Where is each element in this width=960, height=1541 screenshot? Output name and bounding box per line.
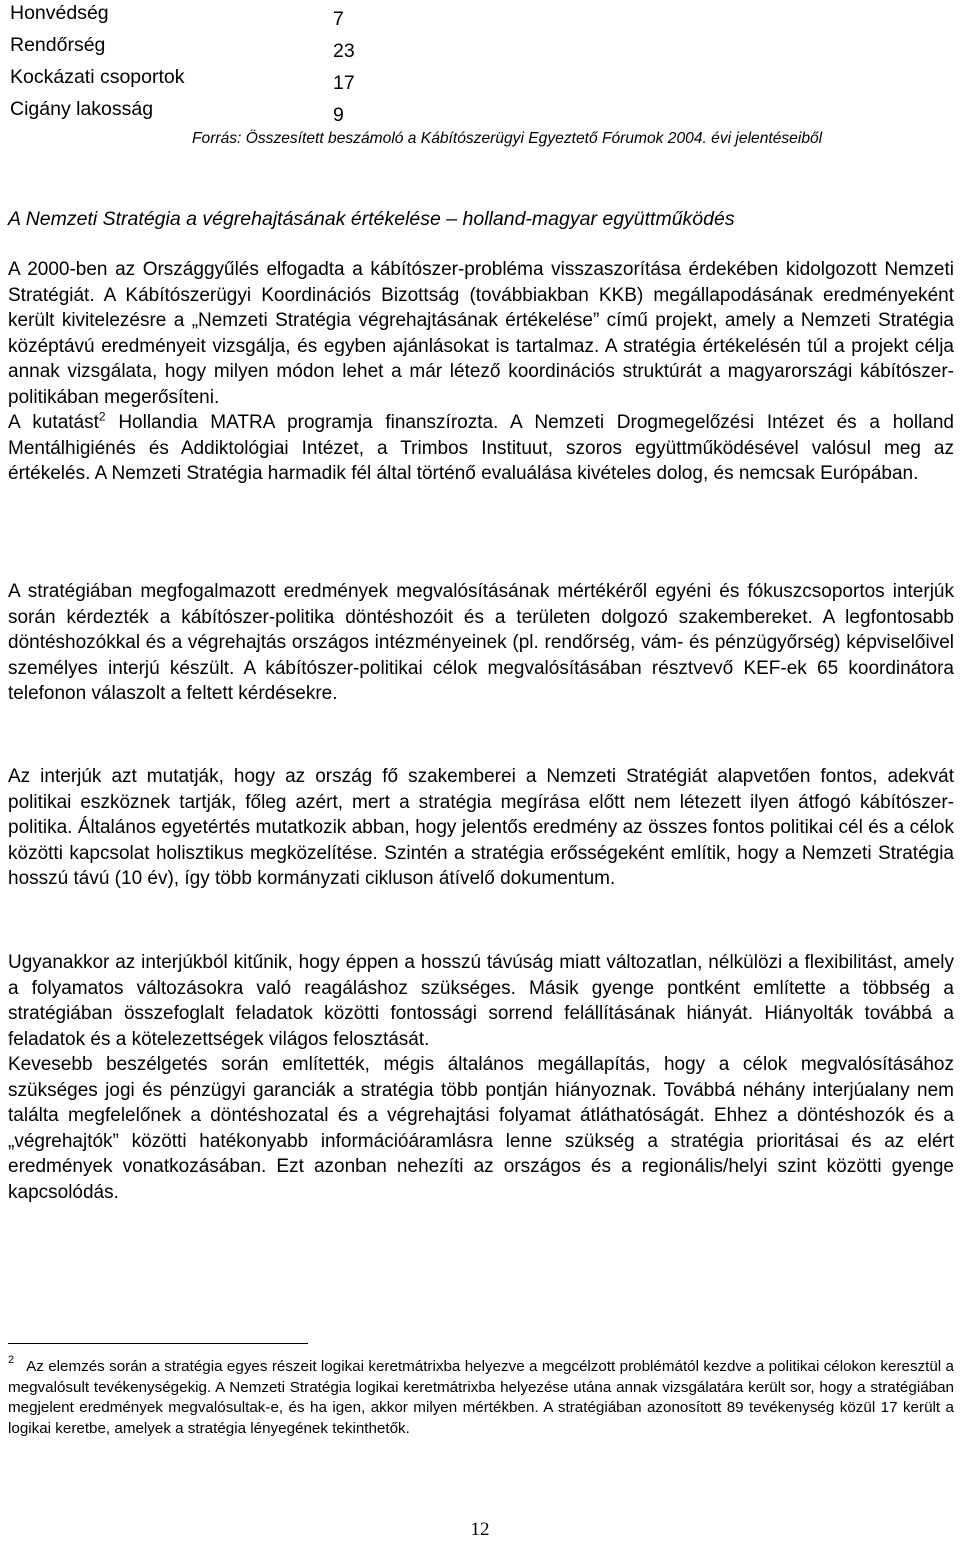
page-number: 12 bbox=[470, 1519, 490, 1540]
paragraph-block-4 bbox=[8, 950, 954, 1205]
table-row-label: Kockázati csoportok bbox=[10, 66, 185, 88]
table-row bbox=[10, 32, 410, 64]
table-source-note: Forrás: Összesített beszámoló a Kábítószerügyi Egyeztető Fórumok 2004. évi jelentéseiből bbox=[192, 130, 823, 147]
table-row-label: Rendőrség bbox=[10, 34, 106, 56]
paragraph: Az interjúk azt mutatják, hogy az ország fő szakemberei a Nemzeti Stratégiát alapvetően fontos, adekvát politikai eszköznek tartják, főleg azért, mert a stratégia megírása előtt nem létezett ilyen átfogó kábítószer-politika. Általános egyetértés mutatkozik abban, hogy jelentős eredmény az összes fontos politikai cél és a célok közötti kapcsolat holisztikus megközelítése. Szintén a stratégia erősségeként említik, hogy a Nemzeti Stratégia hosszú távú (10 év), így több kormányzati cikluson átívelő dokumentum. bbox=[8, 766, 954, 889]
paragraph bbox=[8, 410, 954, 487]
footnote-marker: 2 bbox=[8, 1354, 15, 1366]
table-row-value: 17 bbox=[333, 72, 355, 94]
paragraph-text: A kutatást bbox=[8, 412, 99, 433]
table-row-value: 23 bbox=[333, 40, 355, 62]
footnote bbox=[8, 1352, 954, 1439]
section-heading: A Nemzeti Stratégia a végrehajtásának értékelése – holland-magyar együttműködés bbox=[8, 208, 735, 230]
paragraph: A 2000-ben az Országgyűlés elfogadta a kábítószer-probléma visszaszorítása érdekében kidolgozott Nemzeti Stratégiát. A Kábítószerügyi Koordinációs Bizottság (továbbiakban KKB) megállapodásának eredményeként került kivitelezésre a „Nemzeti Stratégia végrehajtásának értékelése” című projekt, amely a Nemzeti Stratégia középtávú eredményeit vizsgálja, és egyben ajánlásokat is tartalmaz. A stratégia értékelésén túl a projekt célja annak vizsgálata, hogy milyen módon lehet a már létező koordinációs struktúrát a magyarországi kábítószer-politikában megerősíteni. bbox=[8, 259, 954, 408]
footnote-text: Az elemzés során a stratégia egyes részeit logikai keretmátrixba helyezve a megcélzott problémától kezdve a politikai célokon keresztül a megvalósult tevékenységekig. A Nemzeti Stratégia logikai keretmátrixba helyezése utána annak vizsgálatára került sor, hogy a stratégiában megjelent eredmények megvalósultak-e, és ha igen, akkor milyen mértékben. A stratégiában azonosított 89 tevékenység közül 17 került a logikai keretbe, amelyek a stratégia lényegének tekinthetők. bbox=[8, 1358, 954, 1437]
table-row-label: Honvédség bbox=[10, 2, 109, 24]
paragraph: Ugyanakkor az interjúkból kitűnik, hogy éppen a hosszú távúság miatt változatlan, nélkülözi a flexibilitást, amely a folyamatos változásokra való reagáláshoz szükséges. Másik gyenge pontként említette a többség a stratégiában összefoglalt feladatok közötti fontossági sorrend felállításának hiányát. Hiányolták továbbá a feladatok és a kötelezettségek világos felosztását. bbox=[8, 952, 954, 1050]
paragraph-block-3 bbox=[8, 764, 954, 892]
paragraph-block-2 bbox=[8, 579, 954, 707]
table-row-value: 7 bbox=[333, 8, 344, 30]
table-row bbox=[10, 0, 410, 32]
footnote-divider bbox=[8, 1343, 308, 1344]
table-row bbox=[10, 96, 410, 128]
paragraph-text: Hollandia MATRA programja finanszírozta. A Nemzeti Drogmegelőzési Intézet és a holland Mentálhigiénés és Addiktológiai Intézet, a Trimbos Instituut, szoros együttműködésével valósul meg az értékelés. A Nemzeti Stratégia harmadik fél által történő evaluálása kivételes dolog, és nemcsak Európában. bbox=[8, 412, 954, 484]
paragraph: A stratégiában megfogalmazott eredmények megvalósításának mértékéről egyéni és fókuszcsoportos interjúk során kérdezték a kábítószer-politika döntéshozóit és a területen dolgozó szakembereket. A legfontosabb döntéshozókkal és a végrehajtás országos intézményeinek (pl. rendőrség, vám- és pénzügyőrség) képviselőivel személyes interjú készült. A kábítószer-politikai célok megvalósításában résztvevő KEF-ek 65 koordinátora telefonon válaszolt a feltett kérdésekre. bbox=[8, 581, 954, 704]
table-row-label: Cigány lakosság bbox=[10, 98, 154, 120]
paragraph: Kevesebb beszélgetés során említették, mégis általános megállapítás, hogy a célok megvalósításához szükséges jogi és pénzügyi garanciák a stratégia több pontján hiányoznak. Továbbá néhány interjúalany nem találta megfelelőnek a döntéshozatal és a végrehajtási folyamat átláthatóságát. Ehhez a döntéshozók és a „végrehajtók” közötti hatékonyabb információáramlásra lenne szükség a stratégia prioritásai és az elért eredmények vonatkozásában. Ezt azonban nehezíti az országos és a regionális/helyi szint közötti gyenge kapcsolódás. bbox=[8, 1054, 954, 1203]
paragraph-block-1 bbox=[8, 257, 954, 487]
footnote-reference[interactable]: 2 bbox=[98, 409, 106, 424]
table-row bbox=[10, 64, 410, 96]
table-row-value: 9 bbox=[333, 104, 344, 126]
statistics-table bbox=[10, 0, 410, 128]
